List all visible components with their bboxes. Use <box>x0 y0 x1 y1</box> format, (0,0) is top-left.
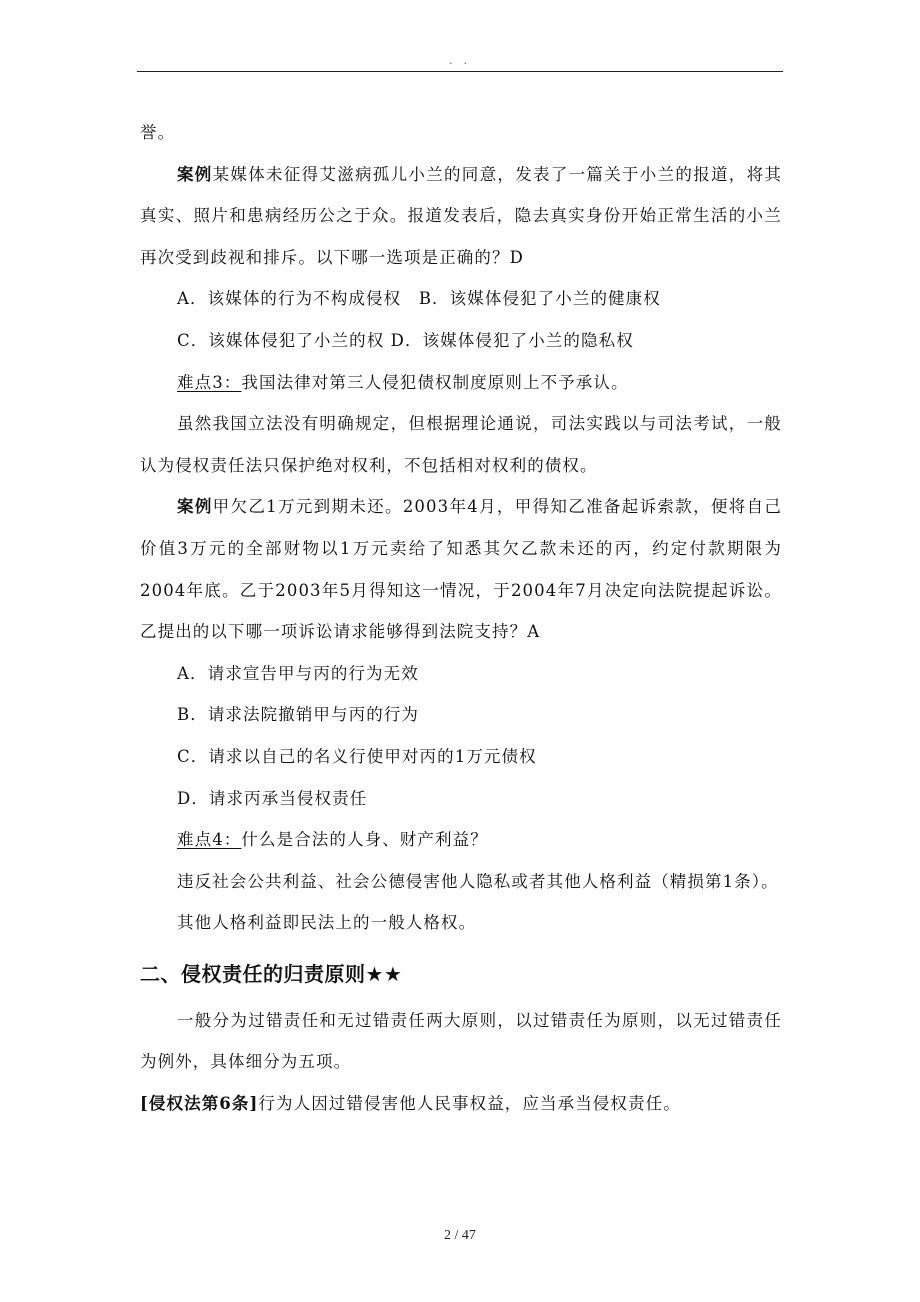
article-6-text: 行为人因过错侵害他人民事权益，应当承当侵权责任。 <box>258 1094 681 1114</box>
difficulty-3-label: 难点3： <box>177 372 242 392</box>
difficulty-4-label: 难点4： <box>177 830 242 850</box>
section-2-heading: 二、侵权责任的归责原则★★ <box>140 961 403 986</box>
case-2-option-d: D．请求丙承当侵权责任 <box>177 788 368 808</box>
case-2-text: 甲欠乙1万元到期未还。2003年4月，甲得知乙准备起诉索款，便将自己价值3万元的全部财物以1万元卖给了知悉其欠乙款未还的丙，约定付款期限为2004年底。乙于2003年5月得知这一情况，于2004年7月决定向法院提起诉讼。乙提出的以下哪一项诉讼请求能够得到法院支持？A <box>140 497 783 642</box>
difficulty-3-text: 我国法律对第三人侵犯债权制度原则上不予承认。 <box>241 372 629 392</box>
document-body <box>140 112 782 1125</box>
difficulty-4-note: 其他人格利益即民法上的一般人格权。 <box>177 913 477 933</box>
page-number: 2 / 47 <box>444 1228 476 1243</box>
paragraph-continuation: 誉。 <box>140 123 176 142</box>
difficulty-4-text: 什么是合法的人身、财产利益？ <box>241 830 488 850</box>
difficulty-4-explanation: 违反社会公共利益、社会公德侵害他人隐私或者其他人格利益（精损第1条）。 <box>177 871 779 891</box>
difficulty-4-paragraph <box>140 819 782 861</box>
article-6-paragraph <box>140 1083 782 1125</box>
case-1-options-ab: A．该媒体的行为不构成侵权 B．该媒体侵犯了小兰的健康权 <box>177 289 661 309</box>
case-1-text: 某媒体未征得艾滋病孤儿小兰的同意，发表了一篇关于小兰的报道，将其真实、照片和患病经历公之于众。报道发表后，隐去真实身份开始正常生活的小兰再次受到歧视和排斥。以下哪一选项是正确的？D <box>140 164 783 267</box>
case-2-label: 案例 <box>177 497 213 517</box>
difficulty-3-paragraph <box>140 362 782 404</box>
section-2-paragraph: 一般分为过错责任和无过错责任两大原则，以过错责任为原则，以无过错责任为例外，具体细分为五项。 <box>140 1010 782 1072</box>
case-2-option-c: C．请求以自己的名义行使甲对丙的1万元债权 <box>177 746 537 766</box>
case-1-label: 案例 <box>177 164 213 184</box>
difficulty-3-explanation: 虽然我国立法没有明确规定，但根据理论通说，司法实践以与司法考试，一般认为侵权责任法只保护绝对权利，不包括相对权利的债权。 <box>140 414 782 475</box>
case-2-option-a: A．请求宣告甲与丙的行为无效 <box>177 663 419 683</box>
case-2-paragraph <box>140 486 782 652</box>
header-rule <box>137 71 783 72</box>
article-6-label: [侵权法第6条] <box>140 1094 259 1114</box>
case-2-option-b: B．请求法院撤销甲与丙的行为 <box>177 705 420 725</box>
header-mark: . . <box>449 56 471 67</box>
case-1-paragraph <box>140 154 782 279</box>
case-1-options-cd: C．该媒体侵犯了小兰的权 D．该媒体侵犯了小兰的隐私权 <box>177 330 634 350</box>
